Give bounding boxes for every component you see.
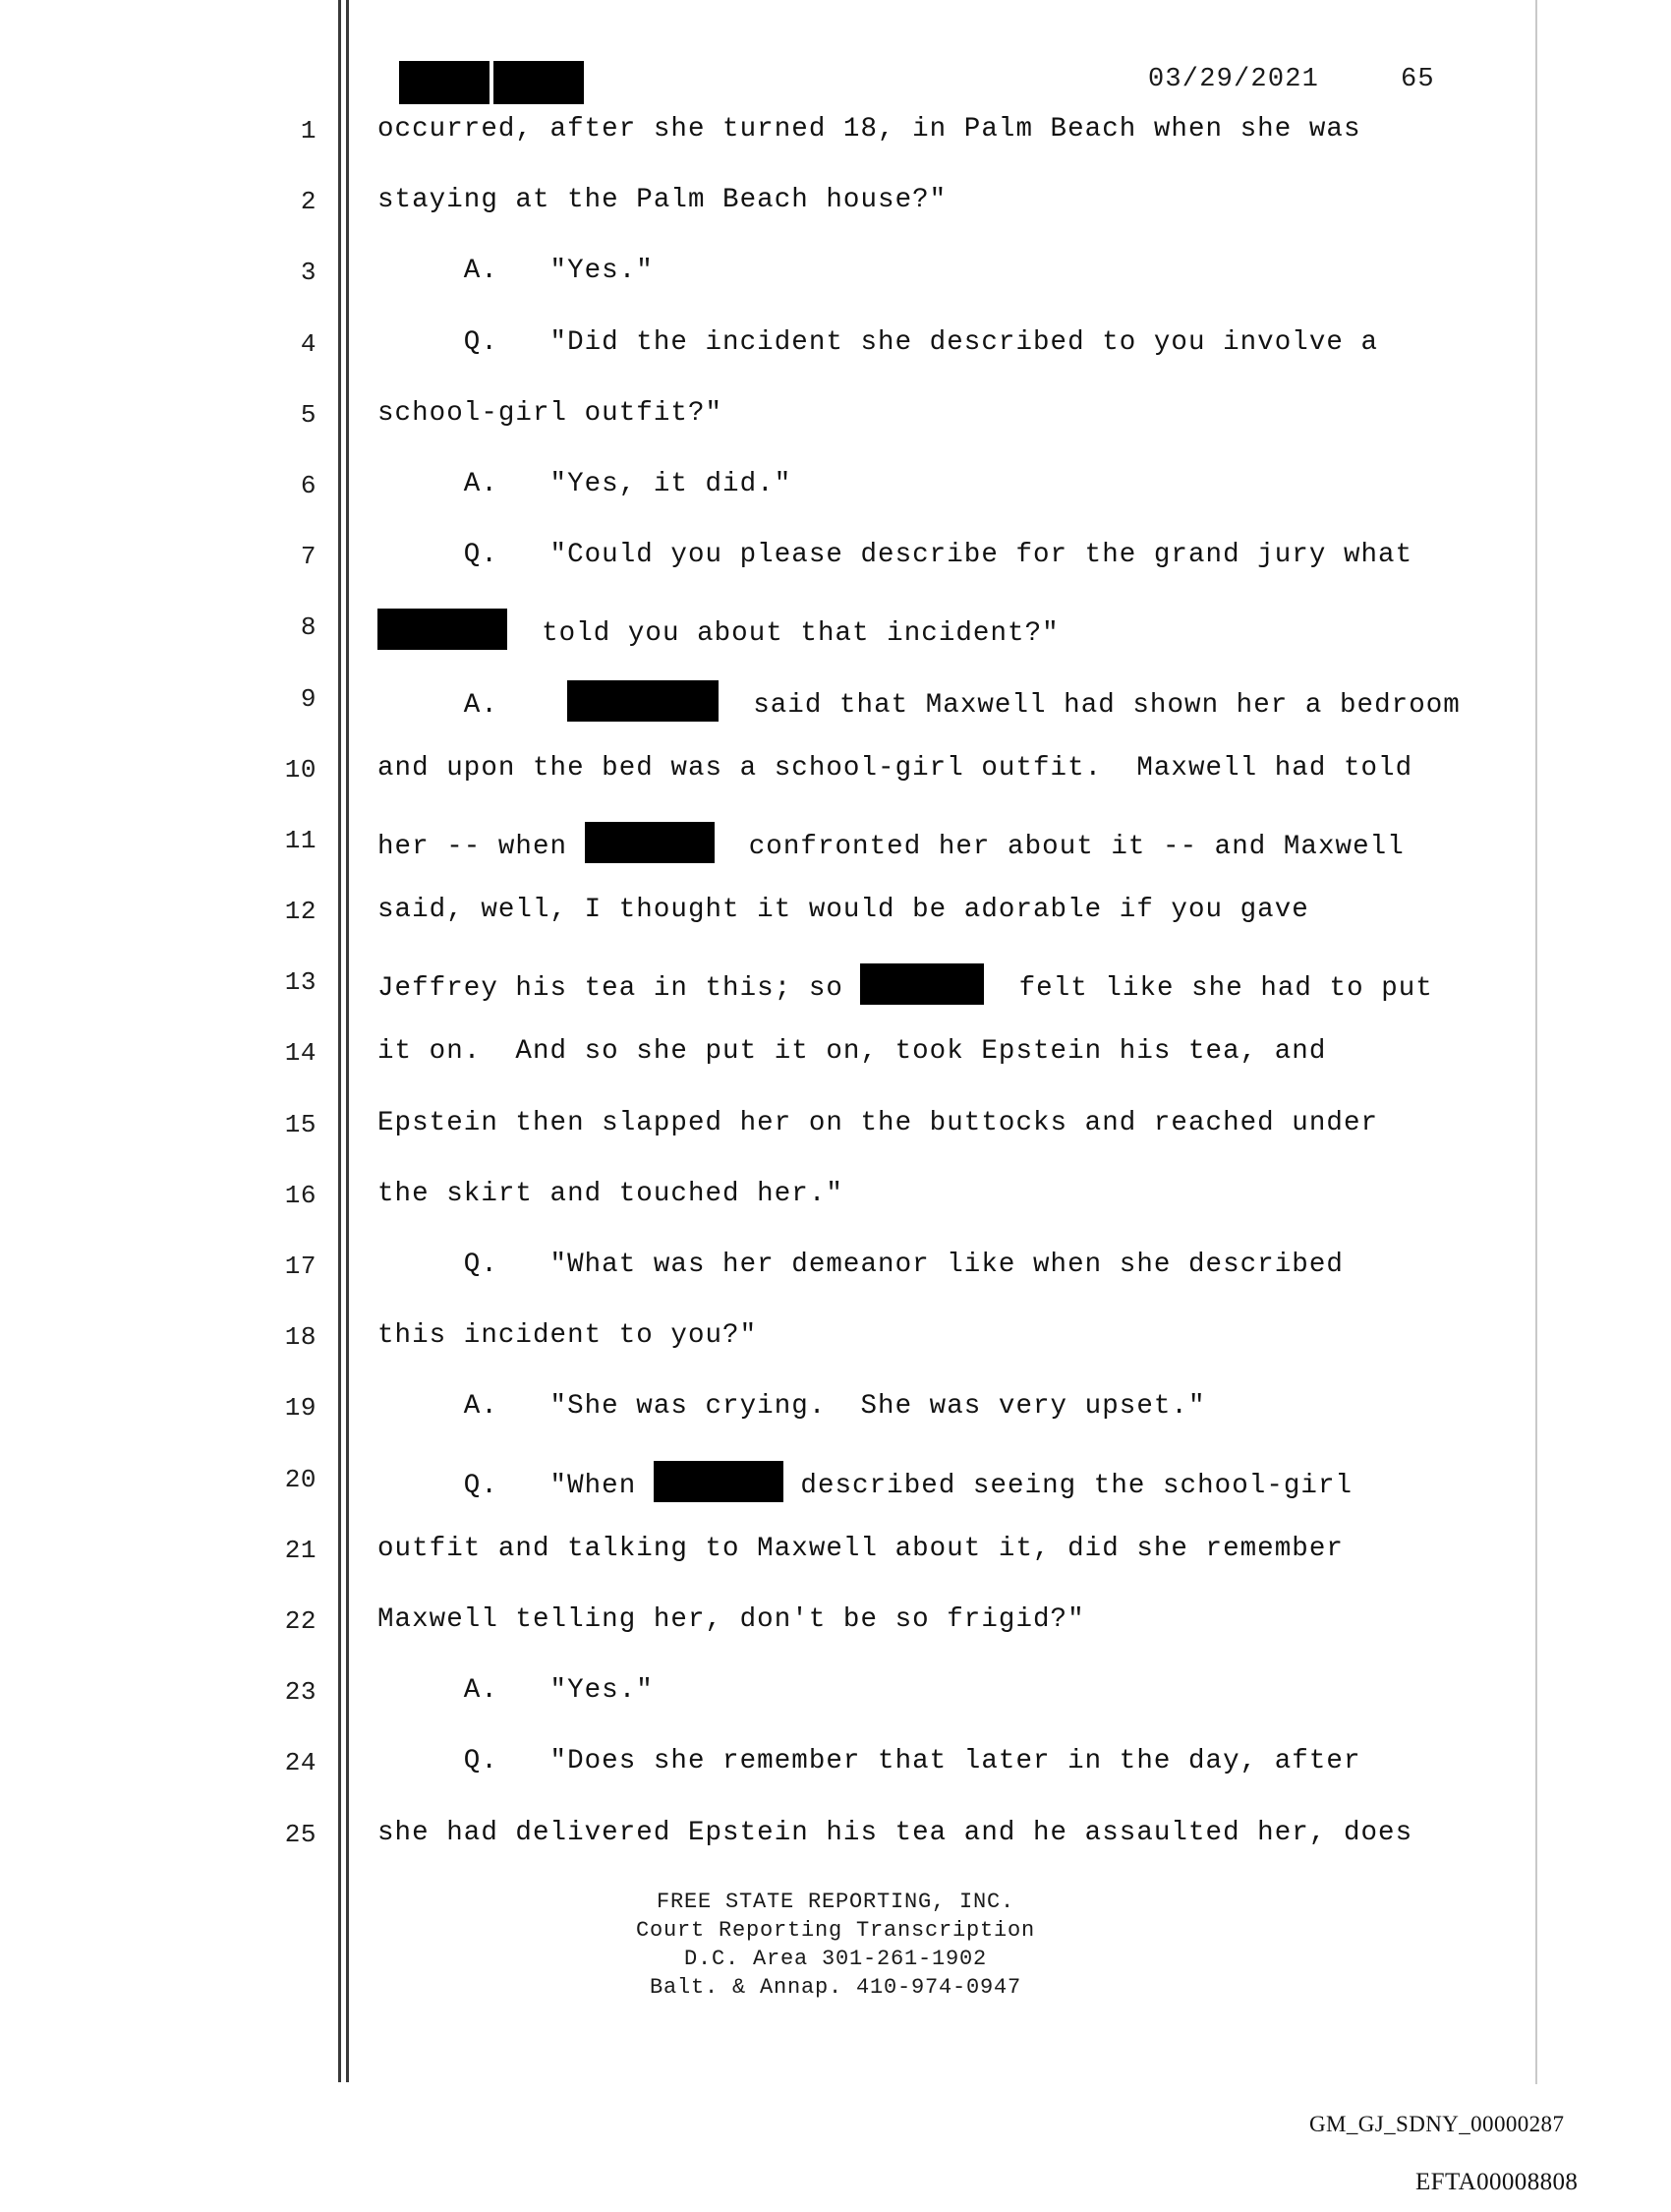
- redaction-block: [585, 822, 715, 863]
- transcript-line: [0, 1663, 1671, 1734]
- footer-phone-dc: D.C. Area 301-261-1902: [683, 1947, 988, 1971]
- line-text: A. "She was crying. She was very upset.": [377, 1391, 1206, 1423]
- line-text: [377, 680, 1461, 724]
- line-text: A. "Yes.": [377, 256, 654, 287]
- line-number: 5: [300, 399, 317, 430]
- line-text-before-redaction: Jeffrey his tea in this; so: [377, 973, 861, 1005]
- transcript-line: [0, 316, 1671, 386]
- header-page-number: 65: [1401, 65, 1435, 94]
- line-number: 21: [284, 1535, 317, 1565]
- line-number: 4: [300, 328, 317, 359]
- line-number: 2: [300, 187, 317, 217]
- line-text: Q. "Does she remember that later in the day, after: [377, 1746, 1361, 1777]
- bates-number-primary: GM_GJ_SDNY_00000287: [1309, 2112, 1565, 2136]
- line-text-after-redaction: described seeing the school-girl: [782, 1470, 1354, 1501]
- transcript-line: [0, 883, 1671, 954]
- redaction-block: [567, 680, 719, 722]
- line-number: 8: [300, 612, 317, 643]
- line-text-before-redaction: A.: [377, 689, 568, 721]
- line-number: 7: [300, 542, 317, 572]
- transcript-line: [0, 1167, 1671, 1238]
- transcript-line: [0, 386, 1671, 457]
- footer-phone-balt: Balt. & Annap. 410-974-0947: [649, 1975, 1022, 2000]
- line-text: this incident to you?": [377, 1320, 758, 1352]
- transcript-line: [0, 1593, 1671, 1663]
- line-text: A. "Yes, it did.": [377, 468, 792, 499]
- line-text: and upon the bed was a school-girl outfit. Maxwell had told: [377, 752, 1413, 784]
- line-text: A. "Yes.": [377, 1675, 654, 1707]
- transcript-line: [0, 1806, 1671, 1877]
- transcript-body: [0, 102, 1671, 1877]
- redaction-block: [860, 963, 984, 1005]
- line-number: 12: [284, 897, 317, 927]
- line-text: occurred, after she turned 18, in Palm Beach when she was: [377, 114, 1361, 145]
- line-text-after-redaction: felt like she had to put: [984, 973, 1433, 1005]
- line-text: Q. "Did the incident she described to you involve a: [377, 326, 1379, 358]
- transcript-line: [0, 1379, 1671, 1450]
- line-text: it on. And so she put it on, took Epstein his tea, and: [377, 1036, 1327, 1068]
- line-number: 15: [284, 1109, 317, 1139]
- line-number: 20: [284, 1464, 317, 1494]
- footer-company: FREE STATE REPORTING, INC.: [656, 1890, 1015, 1914]
- line-number: 24: [284, 1748, 317, 1778]
- line-number: 16: [284, 1180, 317, 1210]
- line-text: Epstein then slapped her on the buttocks and reached under: [377, 1107, 1379, 1138]
- line-number: 25: [284, 1819, 317, 1849]
- footer-services: Court Reporting Transcription: [635, 1918, 1036, 1943]
- line-number: 18: [284, 1322, 317, 1353]
- line-text: outfit and talking to Maxwell about it, did she remember: [377, 1533, 1344, 1564]
- transcript-line: [0, 741, 1671, 812]
- line-number: 19: [284, 1393, 317, 1424]
- line-text: [377, 822, 1405, 865]
- line-text: the skirt and touched her.": [377, 1178, 843, 1209]
- line-text: [377, 1461, 1353, 1504]
- line-number: 17: [284, 1252, 317, 1281]
- page-footer: [0, 1888, 1671, 2002]
- transcript-line: [0, 1522, 1671, 1593]
- header-date: 03/29/2021: [1148, 65, 1320, 94]
- line-text: Maxwell telling her, don't be so frigid?": [377, 1603, 1085, 1635]
- line-text: said, well, I thought it would be adorable if you gave: [377, 895, 1309, 926]
- transcript-line: [0, 599, 1671, 669]
- line-text-before-redaction: Q. "When: [377, 1470, 654, 1501]
- line-number: 11: [284, 825, 317, 855]
- line-number: 13: [284, 967, 317, 998]
- header-redaction-block-2: [493, 61, 584, 104]
- line-number: 14: [284, 1038, 317, 1069]
- page-header: [0, 29, 1671, 94]
- line-text: staying at the Palm Beach house?": [377, 185, 948, 216]
- transcript-line: [0, 954, 1671, 1024]
- line-text-after-redaction: said that Maxwell had shown her a bedroom: [719, 689, 1461, 721]
- transcript-line: [0, 1238, 1671, 1309]
- line-number: 22: [284, 1605, 317, 1636]
- transcript-line: [0, 528, 1671, 599]
- line-text-after-redaction: told you about that incident?": [507, 618, 1060, 650]
- line-text: Q. "What was her demeanor like when she described: [377, 1250, 1344, 1280]
- line-number: 10: [284, 754, 317, 785]
- transcript-line: [0, 1451, 1671, 1522]
- line-text-after-redaction: confronted her about it -- and Maxwell: [714, 831, 1405, 862]
- transcript-line: [0, 1309, 1671, 1379]
- line-number: 1: [300, 116, 317, 146]
- line-number: 6: [300, 470, 317, 500]
- transcript-line: [0, 1024, 1671, 1095]
- line-text: she had delivered Epstein his tea and he assaulted her, does: [377, 1817, 1413, 1848]
- line-text: school-girl outfit?": [377, 397, 723, 429]
- line-number: 3: [300, 258, 317, 288]
- transcript-line: [0, 244, 1671, 315]
- transcript-line: [0, 173, 1671, 244]
- line-text-before-redaction: her -- when: [377, 831, 585, 862]
- redaction-block: [654, 1461, 783, 1502]
- transcript-line: [0, 670, 1671, 741]
- line-text: [377, 963, 1433, 1007]
- transcript-line: [0, 812, 1671, 883]
- bates-number-secondary: EFTA00008808: [1415, 2169, 1579, 2195]
- redaction-block: [377, 609, 507, 650]
- transcript-line: [0, 457, 1671, 528]
- header-redaction-block-1: [399, 61, 490, 104]
- transcript-line: [0, 1734, 1671, 1805]
- line-number: 9: [300, 683, 317, 714]
- line-text: Q. "Could you please describe for the grand jury what: [377, 540, 1413, 571]
- transcript-line: [0, 1096, 1671, 1167]
- line-number: 23: [284, 1677, 317, 1708]
- line-text: [377, 609, 1060, 652]
- transcript-line: [0, 102, 1671, 173]
